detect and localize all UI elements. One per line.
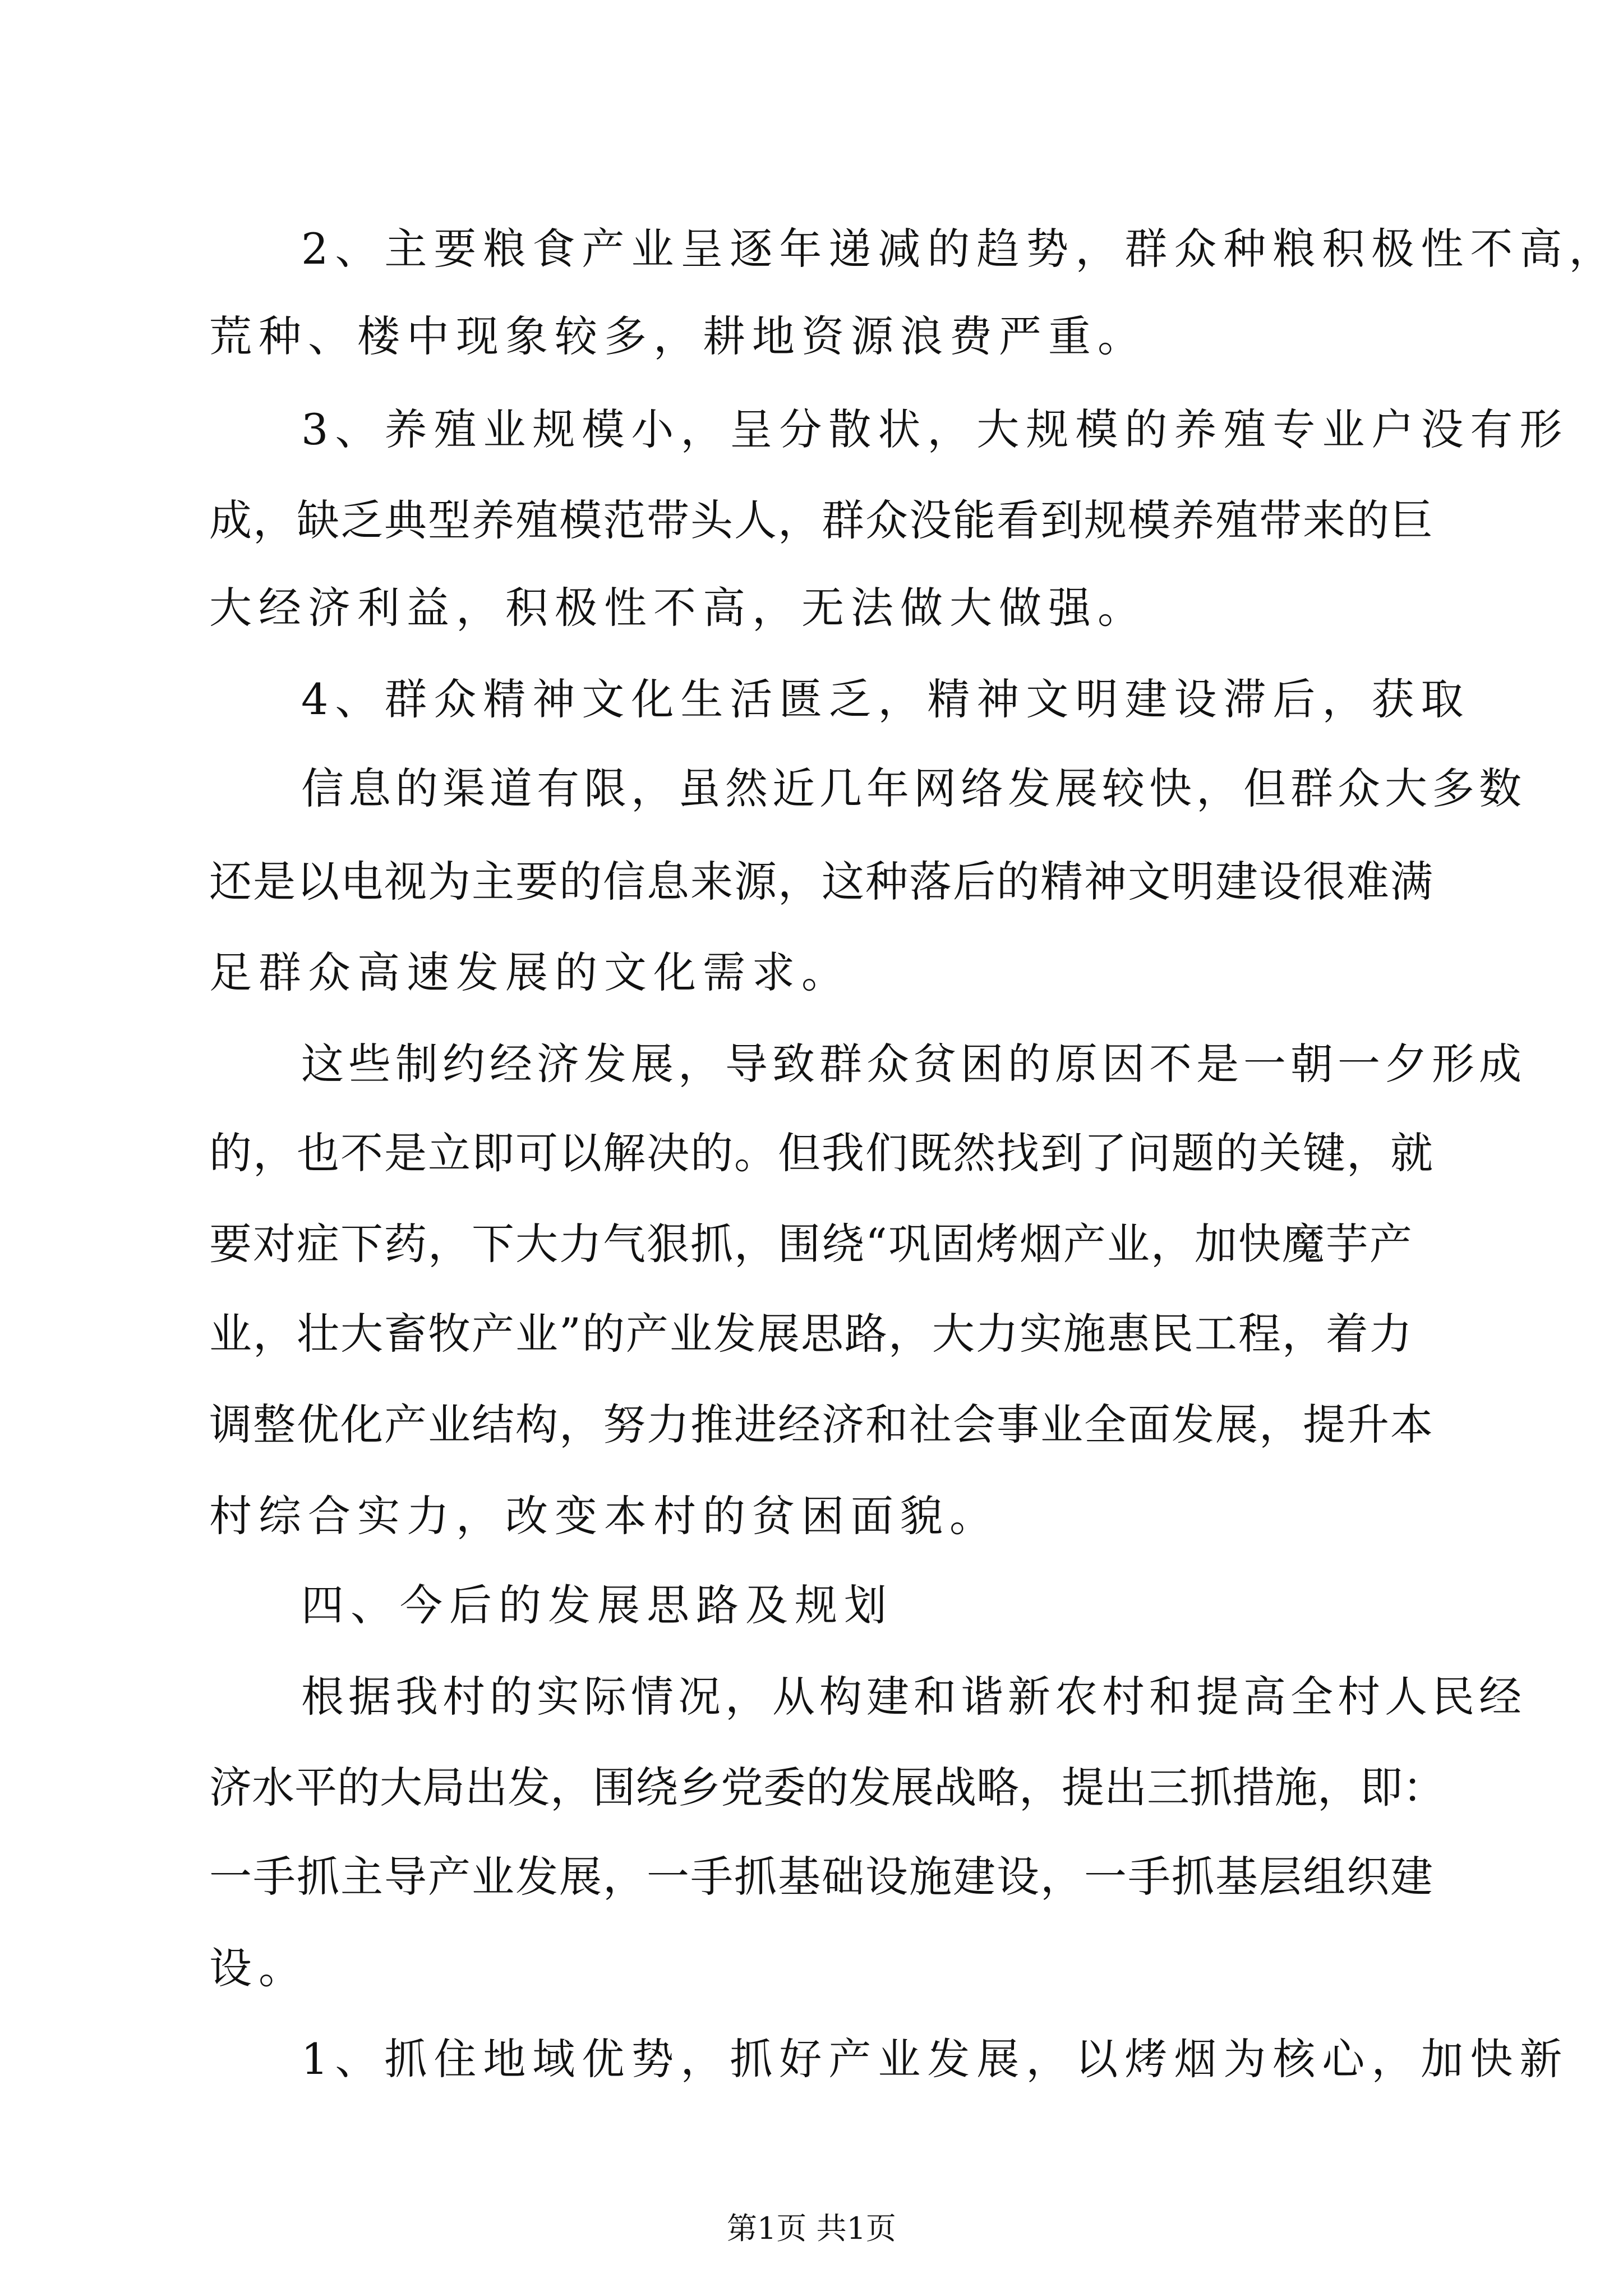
text-line: 4、群众精神文化生活匮乏，精神文明建设滞后，获取 bbox=[301, 674, 1470, 724]
text-line: 济水平的大局出发，围绕乡党委的发展战略，提出三抓措施，即： bbox=[209, 1763, 1445, 1813]
text-line: 还是以电视为主要的信息来源，这种落后的精神文明建设很难满 bbox=[209, 856, 1434, 907]
text-line: 大经济利益，积极性不高，无法做大做强。 bbox=[209, 583, 1147, 633]
text-line: 成，缺乏典型养殖模范带头人，群众没能看到规模养殖带来的巨 bbox=[209, 495, 1434, 545]
text-line: 设。 bbox=[209, 1943, 308, 1993]
text-line: 要对症下药，下大力气狠抓，围绕“巩固烤烟产业，加快魔芋产 bbox=[209, 1218, 1413, 1269]
text-line: 一手抓主导产业发展，一手抓基础设施建设，一手抓基层组织建 bbox=[209, 1852, 1434, 1902]
text-line: 2、主要粮食产业呈逐年递减的趋势，群众种粮积极性不高， bbox=[301, 224, 1619, 274]
text-line: 信息的渠道有限，虽然近几年网络发展较快，但群众大多数 bbox=[301, 763, 1526, 814]
text-line: 调整优化产业结构，努力推进经济和社会事业全面发展，提升本 bbox=[209, 1400, 1434, 1450]
text-line: 足群众高速发展的文化需求。 bbox=[209, 947, 851, 997]
section-heading: 四、今后的发展思路及规划 bbox=[301, 1580, 893, 1631]
text-line: 1、抓住地域优势，抓好产业发展，以烤烟为核心，加快新 bbox=[301, 2034, 1569, 2084]
text-line: 业，壮大畜牧产业”的产业发展思路，大力实施惠民工程，着力 bbox=[209, 1308, 1413, 1359]
text-line: 村综合实力，改变本村的贫困面貌。 bbox=[209, 1490, 999, 1541]
page-indicator: 第1页 共1页 bbox=[727, 2211, 896, 2246]
text-line: 这些制约经济发展，导致群众贫困的原因不是一朝一夕形成 bbox=[301, 1038, 1526, 1089]
page-footer bbox=[0, 2209, 1623, 2248]
text-line: 3、养殖业规模小，呈分散状，大规模的养殖专业户没有形 bbox=[301, 404, 1569, 454]
text-line: 的，也不是立即可以解决的。但我们既然找到了问题的关键，就 bbox=[209, 1128, 1434, 1179]
text-line: 根据我村的实际情况，从构建和谐新农村和提高全村人民经 bbox=[301, 1671, 1526, 1722]
text-line: 荒种、楼中现象较多，耕地资源浪费严重。 bbox=[209, 311, 1147, 362]
